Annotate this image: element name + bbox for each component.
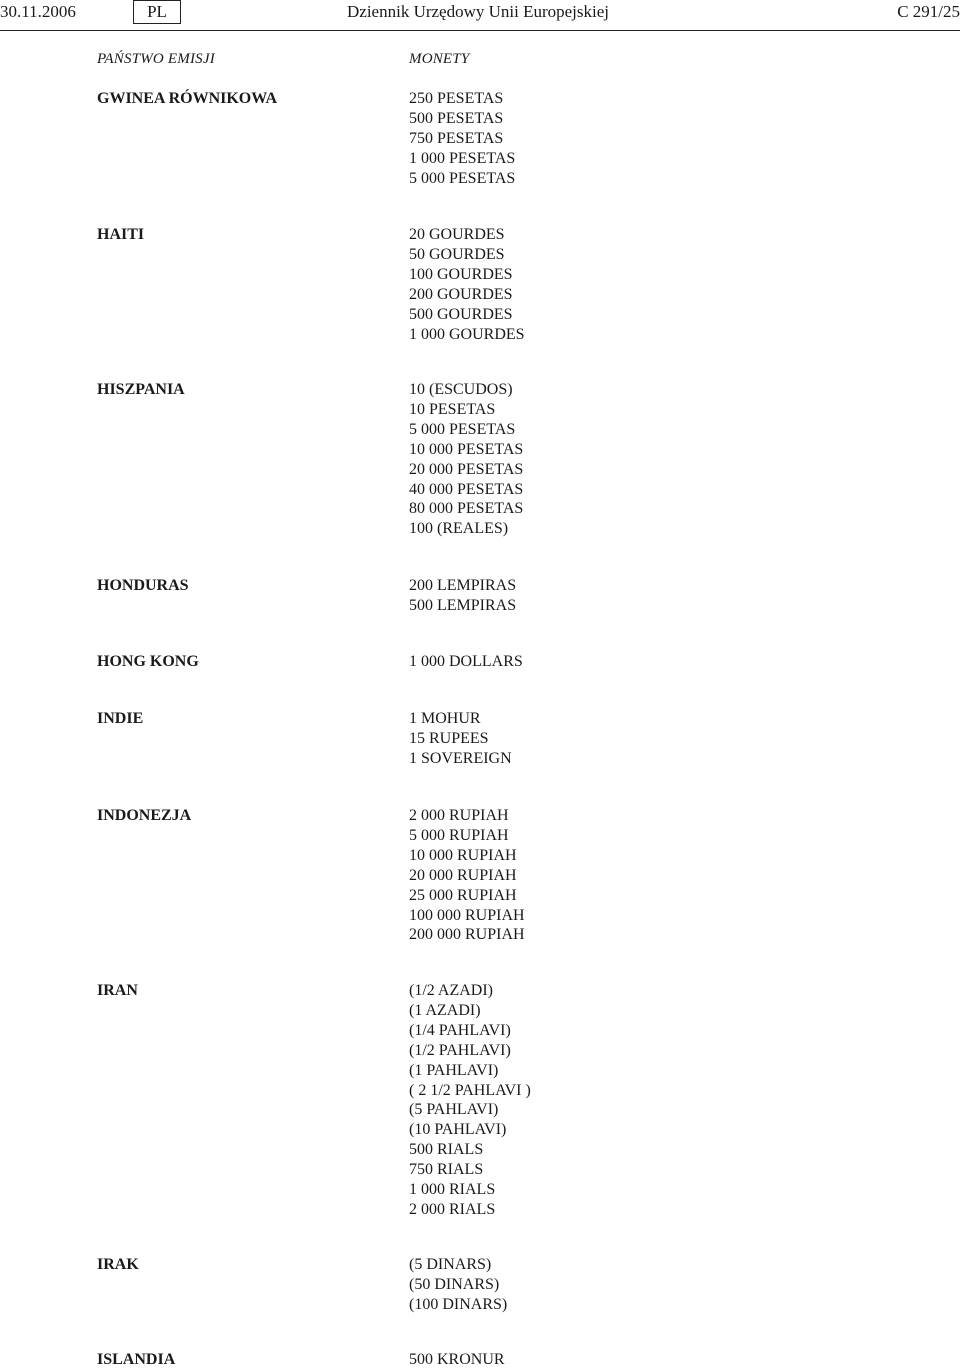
- coin-denomination: (5 DINARS): [409, 1256, 492, 1273]
- journal-title: Dziennik Urzędowy Unii Europejskiej: [347, 2, 610, 21]
- coin-denomination: 1 000 RIALS: [409, 1181, 496, 1199]
- country-name: HAITI: [97, 226, 145, 243]
- coin-list-for-country: [409, 981, 531, 1220]
- coin-denomination: 200 000 RUPIAH: [409, 926, 525, 944]
- coin-denomination: 750 RIALS: [409, 1161, 484, 1179]
- coin-denomination: 10 (ESCUDOS): [409, 381, 513, 398]
- coin-denomination: 25 000 RUPIAH: [409, 886, 517, 904]
- coin-denomination: (100 DINARS): [409, 1295, 508, 1313]
- coin-list-for-country: [409, 652, 523, 672]
- publication-date: 30.11.2006: [0, 2, 76, 21]
- coin-list-for-country: [409, 576, 516, 616]
- coin-list-for-country: [409, 89, 515, 189]
- coin-list-for-country: [409, 1350, 505, 1370]
- coin-denomination: (1 AZADI): [409, 1001, 481, 1019]
- coin-denomination: 5 000 RUPIAH: [409, 826, 509, 844]
- country-name: HONDURAS: [97, 577, 189, 594]
- country-name: INDONEZJA: [97, 807, 192, 824]
- coin-denomination: 40 000 PESETAS: [409, 480, 524, 498]
- coin-denomination: 200 LEMPIRAS: [409, 577, 517, 594]
- coin-denomination: 1 000 GOURDES: [409, 325, 525, 343]
- coin-denomination: (1 PAHLAVI): [409, 1061, 499, 1079]
- coin-denomination: 5 000 PESETAS: [409, 169, 516, 187]
- page-reference: C 291/25: [897, 2, 960, 21]
- coin-denomination: 1 000 PESETAS: [409, 149, 516, 167]
- coin-denomination: (50 DINARS): [409, 1275, 500, 1293]
- coin-denomination: 10 000 PESETAS: [409, 440, 524, 458]
- country-name: HISZPANIA: [97, 381, 185, 398]
- coin-denomination: 1 MOHUR: [409, 710, 481, 727]
- country-name: GWINEA RÓWNIKOWA: [97, 90, 278, 107]
- country-name: INDIE: [97, 710, 144, 727]
- coin-denomination: 200 GOURDES: [409, 285, 513, 303]
- country-name: ISLANDIA: [97, 1351, 176, 1368]
- coin-denomination: 500 LEMPIRAS: [409, 596, 517, 614]
- country-name: IRAN: [97, 982, 138, 999]
- page-header: [0, 0, 960, 31]
- coin-denomination: 50 GOURDES: [409, 245, 505, 263]
- coin-denomination: (1/4 PAHLAVI): [409, 1021, 511, 1039]
- coin-denomination: 500 KRONUR: [409, 1351, 505, 1368]
- coin-denomination: 250 PESETAS: [409, 90, 504, 107]
- coin-denomination: 2 000 RIALS: [409, 1200, 496, 1218]
- coin-denomination: 1 000 DOLLARS: [409, 653, 523, 670]
- coin-denomination: 15 RUPEES: [409, 729, 489, 747]
- coin-denomination: 20 000 PESETAS: [409, 460, 524, 478]
- coin-denomination: 100 (REALES): [409, 520, 509, 538]
- coin-denomination: 500 PESETAS: [409, 109, 504, 127]
- coin-denomination: 750 PESETAS: [409, 129, 504, 147]
- coin-denomination: 500 GOURDES: [409, 305, 513, 323]
- coin-denomination: 20 GOURDES: [409, 226, 505, 243]
- coin-denomination: (1/2 AZADI): [409, 982, 493, 999]
- coin-denomination: 1 SOVEREIGN: [409, 749, 512, 767]
- coin-denomination: 10 000 RUPIAH: [409, 846, 517, 864]
- country-name: HONG KONG: [97, 653, 199, 670]
- coin-list-for-country: [409, 225, 525, 344]
- column-heading-country: PAŃSTWO EMISJI: [97, 51, 215, 67]
- coin-denomination: 100 GOURDES: [409, 265, 513, 283]
- coin-denomination: ( 2 1/2 PAHLAVI ): [409, 1081, 531, 1099]
- column-heading-coins: MONETY: [409, 51, 470, 67]
- coin-denomination: (1/2 PAHLAVI): [409, 1041, 511, 1059]
- coin-denomination: 100 000 RUPIAH: [409, 906, 525, 924]
- coin-list-for-country: [409, 1255, 507, 1315]
- coin-denomination: 10 PESETAS: [409, 400, 496, 418]
- coin-list-for-country: [409, 380, 523, 539]
- coin-list-for-country: [409, 806, 525, 945]
- coin-denomination: 80 000 PESETAS: [409, 500, 524, 518]
- language-code-box: PL: [133, 0, 181, 24]
- coin-denomination: 500 RIALS: [409, 1141, 484, 1159]
- coin-denomination: 20 000 RUPIAH: [409, 866, 517, 884]
- coin-denomination: 5 000 PESETAS: [409, 420, 516, 438]
- country-name: IRAK: [97, 1256, 139, 1273]
- coin-list-for-country: [409, 709, 512, 769]
- coin-denomination: (5 PAHLAVI): [409, 1101, 499, 1119]
- coin-denomination: (10 PAHLAVI): [409, 1121, 507, 1139]
- coin-denomination: 2 000 RUPIAH: [409, 807, 509, 824]
